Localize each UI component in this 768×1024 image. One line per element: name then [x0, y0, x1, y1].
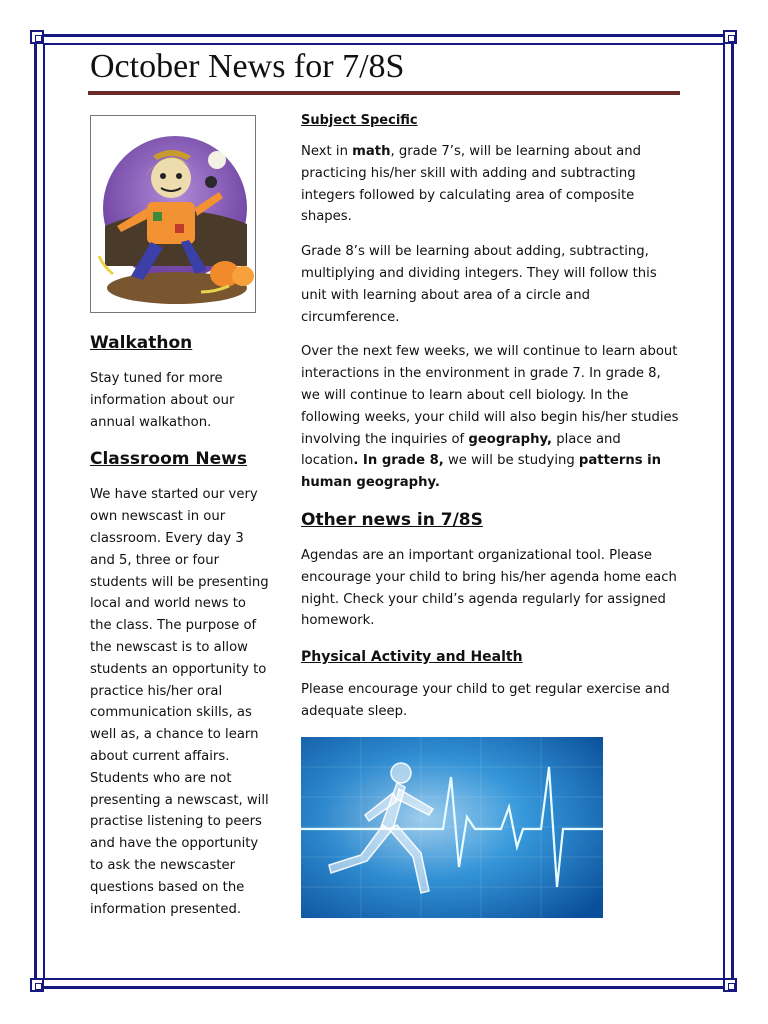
walkathon-heading: Walkathon — [90, 333, 193, 353]
other-news-heading: Other news in 7/8S — [301, 509, 483, 530]
border-corner-bottom-right — [723, 978, 737, 992]
runner-heartbeat-image — [301, 737, 603, 918]
walkathon-body: Stay tuned for more information about our annual walkathon. — [90, 371, 235, 430]
classroom-news-heading: Classroom News — [90, 449, 247, 470]
scarecrow-illustration — [90, 115, 256, 313]
border-corner-bottom-left — [30, 978, 44, 992]
scarecrow-drawing — [91, 116, 255, 312]
geo-text-a: Over the next few weeks, we will continue to learn about interactions in the environment in grade 7. In grade 8, we will continue to learn about cell biology. In the following weeks, your child will also begin his/her studies involving the inquiries of — [301, 344, 679, 447]
border-corner-top-left — [30, 30, 44, 44]
math-bold: math — [352, 144, 391, 159]
math-text-a: Next in — [301, 144, 353, 159]
other-news-body: Agendas are an important organizational tool. Please encourage your child to bring his/her agenda home each night. Check your child’s agenda regularly for assigned homework. — [301, 547, 677, 629]
geo-text-c: place and location — [301, 431, 621, 469]
physical-activity-heading: Physical Activity and Health — [301, 649, 523, 666]
physical-activity-body: Please encourage your child to get regular exercise and adequate sleep. — [301, 682, 670, 719]
grade8-paragraph: Grade 8’s will be learning about adding, subtracting, multiplying and dividing integers. They will follow this unit with learning about area of a circle and circumference. — [301, 244, 657, 325]
left-column — [90, 115, 270, 920]
science-geography-paragraph — [301, 341, 681, 494]
geo-text-e: we will be studying — [443, 453, 579, 469]
geo-bold-b: geography, — [468, 431, 553, 447]
classroom-news-body: We have started our very own newscast in our classroom. Every day 3 and 5, three or four students will be presenting local and world news to the class. The purpose of the newscast is to allow students an opportunity to practice his/her oral communication skills, as well as, a chance to learn about current affairs. Students who are not presenting a newscast, will practise listening to peers and have the opportunity to ask the newscaster questions based on the information presented. — [90, 487, 269, 917]
geo-bold-d: . In grade 8, — [353, 453, 444, 469]
subject-specific-heading: Subject Specific — [301, 113, 418, 128]
math-text-c: , grade 7’s, will be learning about and practicing his/her skill with adding and subtracting integers followed by calculating area of composite shapes. — [301, 144, 641, 225]
runner-heartbeat-graphic — [301, 737, 603, 918]
math-paragraph — [301, 141, 681, 228]
right-column — [301, 113, 681, 918]
newsletter-title: October News for 7/8S — [90, 48, 405, 85]
geo-bold-f: patterns in human geography. — [301, 453, 662, 491]
border-corner-top-right — [723, 30, 737, 44]
title-rule — [88, 91, 680, 95]
